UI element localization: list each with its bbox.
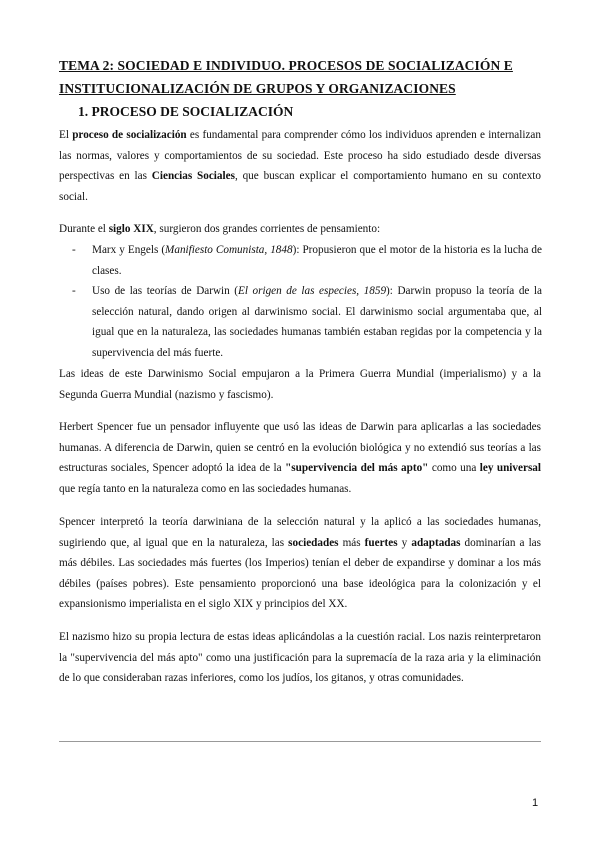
paragraph-darwinismo: Las ideas de este Darwinismo Social empujaron a la Primera Guerra Mundial (imperialismo) y a la Segunda Guerra Mundial (nazismo y fascismo). bbox=[59, 368, 541, 401]
paragraph-spencer: Herbert Spencer fue un pensador influyente que usó las ideas de Darwin para aplicarlas a las sociedades humanas. A diferencia de Darwin, quien se centró en la evolución biológica y no extendió sus teorías a las estructuras sociales, Spencer adoptó la idea de la "supervivencia del más apto" como una ley universal que regía tanto en la naturaleza como en las sociedades humanas. bbox=[59, 421, 541, 495]
page-number: 1 bbox=[532, 797, 539, 809]
list-item-darwin: - Uso de las teorías de Darwin (El origen de las especies, 1859): Darwin propuso la teoría de la selección natural, dando origen al darwinismo social. El darwinismo social argumentaba que, al igual que en la naturaleza, las sociedades humanas también estaban regidas por la competencia y la supervivencia del más fuerte. bbox=[72, 285, 543, 359]
title-line-1: TEMA 2: SOCIEDAD E INDIVIDUO. PROCESOS DE SOCIALIZACIÓN E bbox=[59, 58, 513, 73]
paragraph-siglo: Durante el siglo XIX, surgieron dos grandes corrientes de pensamiento: bbox=[59, 223, 381, 235]
paragraph-spencer-interpretacion: Spencer interpretó la teoría darwiniana de la selección natural y la aplicó a las sociedades humanas, sugiriendo que, al igual que en la naturaleza, las sociedades más fuertes y adaptadas dominarían a las más débiles. Las sociedades más fuertes (los Imperios) tenían el deber de expandirse y dominar a los más débiles (países pobres). Este pensamiento proporcionó una base ideológica para la colonización y el expansionismo imperialista en el siglo XIX y principios del XX. bbox=[59, 516, 542, 610]
footer-divider bbox=[59, 741, 541, 742]
list-item-marx: - Marx y Engels (Manifiesto Comunista, 1848): Propusieron que el motor de la historia es la lucha de clases. bbox=[72, 244, 542, 277]
section-heading: 1. PROCESO DE SOCIALIZACIÓN bbox=[78, 104, 294, 119]
title-line-2: INSTITUCIONALIZACIÓN DE GRUPOS Y ORGANIZACIONES bbox=[59, 81, 456, 96]
paragraph-intro: El proceso de socialización es fundamental para comprender cómo los individuos aprenden e internalizan las normas, valores y comportamientos de su sociedad. Este proceso ha sido estudiado desde diversas perspectivas en las Ciencias Sociales, que buscan explicar el comportamiento humano en su contexto social. bbox=[59, 129, 542, 203]
paragraph-nazismo: El nazismo hizo su propia lectura de estas ideas aplicándolas a la cuestión racial. Los nazis reinterpretaron la "supervivencia del más apto" como una justificación para la supremacía de la raza aria y la eliminación de lo que consideraban razas inferiores, como los judíos, los gitanos, y otras comunidades. bbox=[59, 631, 541, 684]
